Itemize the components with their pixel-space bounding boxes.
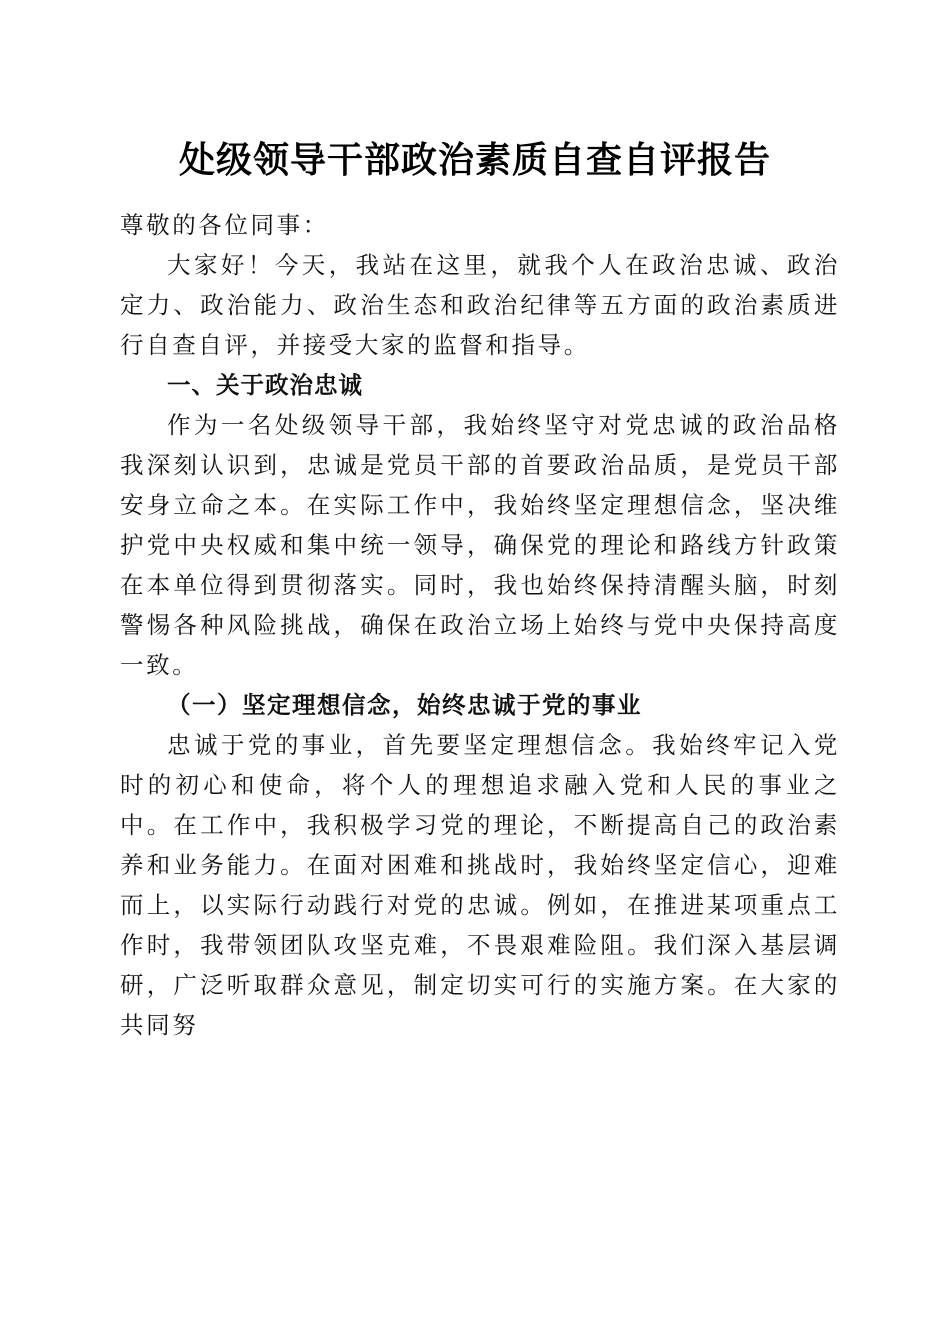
section-paragraph-political-loyalty: 作为一名处级领导干部，我始终坚守对党忠诚的政治品格我深刻认识到，忠诚是党员干部的首要政治品质，是党员干部安身立命之本。在实际工作中，我始终坚定理想信念，坚决维护党中央权威和集中统一领导，确保党的理论和路线方针政策在本单位得到贯彻落实。同时，我也始终保持清醒头脑，时刻警惕各种风险挑战，确保在政治立场上始终与党中央保持高度一致。 — [120, 411, 840, 679]
document-body — [120, 205, 840, 1045]
salutation: 尊敬的各位同事： — [120, 211, 329, 239]
subsection-heading-ideals: （一）坚定理想信念，始终忠诚于党的事业 — [167, 691, 642, 719]
subsection-paragraph-ideals: 忠诚于党的事业，首先要坚定理想信念。我始终牢记入党时的初心和使命，将个人的理想追求融入党和人民的事业之中。在工作中，我积极学习党的理论，不断提高自己的政治素养和业务能力。在面对困难和挑战时，我始终坚定信心，迎难而上，以实际行动践行对党的忠诚。例如，在推进某项重点工作时，我带领团队攻坚克难，不畏艰难险阻。我们深入基层调研，广泛听取群众意见，制定切实可行的实施方案。在大家的共同努 — [120, 731, 840, 1039]
intro-paragraph: 大家好！今天，我站在这里，就我个人在政治忠诚、政治定力、政治能力、政治生态和政治纪律等五方面的政治素质进行自查自评，并接受大家的监督和指导。 — [120, 251, 840, 359]
section-heading-political-loyalty: 一、关于政治忠诚 — [167, 371, 363, 399]
document-title: 处级领导干部政治素质自查自评报告 — [178, 139, 771, 181]
